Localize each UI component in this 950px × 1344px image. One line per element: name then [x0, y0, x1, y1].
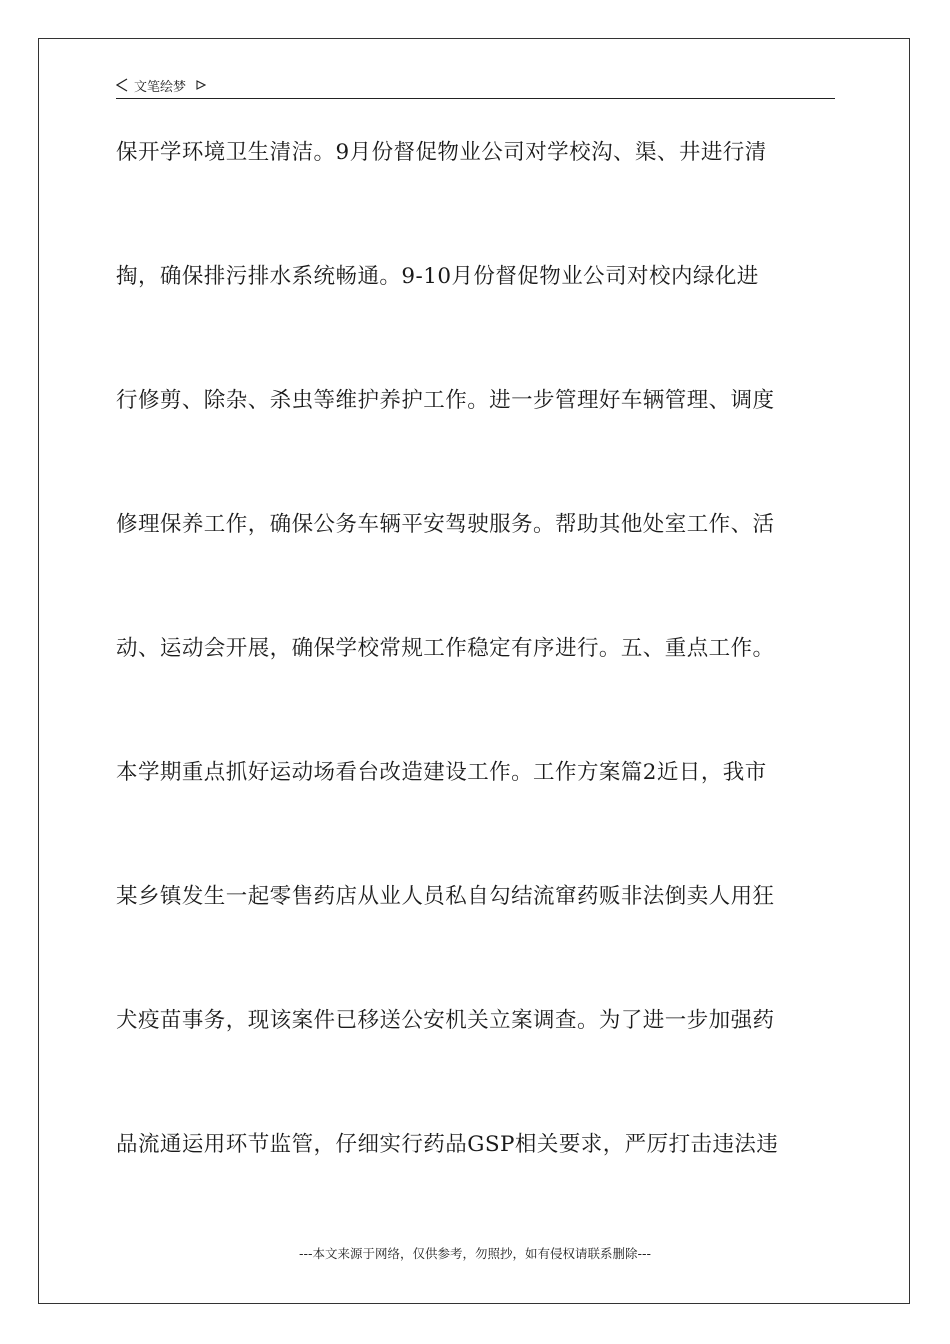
- body-line: 品流通运用环节监管，仔细实行药品GSP相关要求，严厉打击违法违: [116, 1132, 779, 1157]
- body-line: 行修剪、除杂、杀虫等维护养护工作。进一步管理好车辆管理、调度: [116, 388, 775, 413]
- header-title: 文笔绘梦: [134, 79, 187, 95]
- triangle-right-small-icon: [196, 80, 206, 90]
- body-line: 某乡镇发生一起零售药店从业人员私自勾结流窜药贩非法倒卖人用狂: [116, 884, 775, 909]
- body-line: 掏，确保排污排水系统畅通。9-10月份督促物业公司对校内绿化进: [116, 264, 759, 289]
- body-line: 本学期重点抓好运动场看台改造建设工作。工作方案篇2近日，我市: [116, 760, 767, 785]
- body-line: 保开学环境卫生清洁。9月份督促物业公司对学校沟、渠、井进行清: [116, 140, 767, 165]
- body-line: 修理保养工作，确保公务车辆平安驾驶服务。帮助其他处室工作、活: [116, 512, 775, 537]
- page-footer: ---本文来源于网络，仅供参考，勿照抄，如有侵权请联系删除---: [298, 1246, 652, 1261]
- body-line: 动、运动会开展，确保学校常规工作稳定有序进行。五、重点工作。: [116, 636, 775, 661]
- page-header: [116, 72, 835, 99]
- document-body: [116, 128, 836, 1244]
- body-line: 犬疫苗事务，现该案件已移送公安机关立案调查。为了进一步加强药: [116, 1008, 775, 1033]
- triangle-left-outline-icon: [116, 78, 128, 92]
